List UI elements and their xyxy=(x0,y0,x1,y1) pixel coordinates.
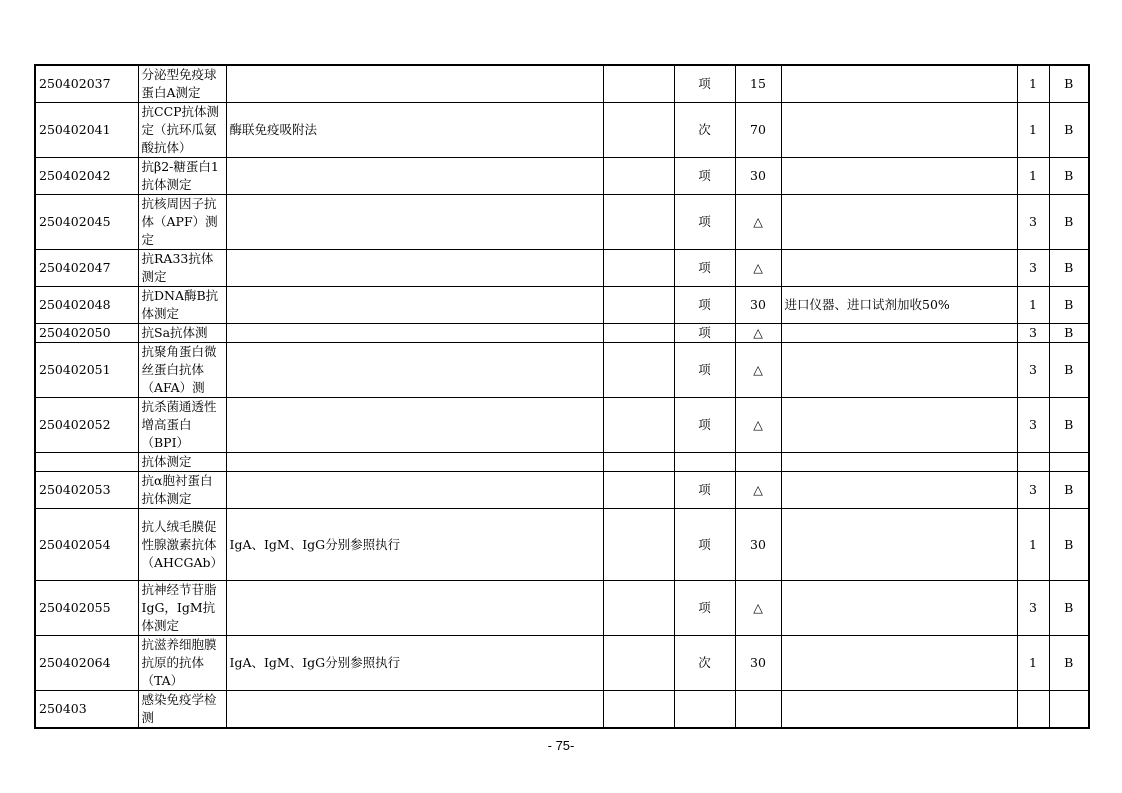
table-row xyxy=(35,472,1089,509)
item-name: 抗CCP抗体测定（抗环瓜氨酸抗体） xyxy=(138,103,226,158)
item-exclusions xyxy=(603,287,674,324)
item-code: 250402055 xyxy=(35,581,138,636)
item-unit xyxy=(674,691,735,729)
item-price xyxy=(735,691,781,729)
item-level: 1 xyxy=(1017,287,1049,324)
item-category xyxy=(1049,453,1089,472)
item-note: 进口仪器、进口试剂加收50% xyxy=(781,287,1017,324)
item-price: △ xyxy=(735,343,781,398)
item-code: 250402047 xyxy=(35,250,138,287)
item-exclusions xyxy=(603,636,674,691)
item-name: 抗聚角蛋白微丝蛋白抗体（AFA）测 xyxy=(138,343,226,398)
item-code: 250402053 xyxy=(35,472,138,509)
item-price: 30 xyxy=(735,509,781,581)
item-exclusions xyxy=(603,103,674,158)
page-number: - 75- xyxy=(547,738,575,753)
item-note xyxy=(781,509,1017,581)
item-category: B xyxy=(1049,287,1089,324)
item-content xyxy=(226,581,603,636)
item-level: 3 xyxy=(1017,472,1049,509)
fee-table xyxy=(34,64,1090,729)
item-level: 1 xyxy=(1017,158,1049,195)
item-price: 70 xyxy=(735,103,781,158)
item-name: 抗DNA酶B抗体测定 xyxy=(138,287,226,324)
item-price: 15 xyxy=(735,65,781,103)
item-level: 1 xyxy=(1017,636,1049,691)
item-exclusions xyxy=(603,158,674,195)
table-row xyxy=(35,453,1089,472)
item-content xyxy=(226,195,603,250)
item-content: IgA、IgM、IgG分别参照执行 xyxy=(226,509,603,581)
item-note xyxy=(781,398,1017,453)
item-level: 1 xyxy=(1017,103,1049,158)
item-name: 抗人绒毛膜促性腺激素抗体（AHCGAb） xyxy=(138,509,226,581)
item-price: △ xyxy=(735,250,781,287)
item-exclusions xyxy=(603,509,674,581)
table-row xyxy=(35,636,1089,691)
table-row xyxy=(35,250,1089,287)
item-price: △ xyxy=(735,581,781,636)
item-name: 抗RA33抗体测定 xyxy=(138,250,226,287)
item-code: 250402050 xyxy=(35,324,138,343)
item-price: 30 xyxy=(735,287,781,324)
item-note xyxy=(781,195,1017,250)
item-level xyxy=(1017,691,1049,729)
item-code: 250402045 xyxy=(35,195,138,250)
item-note xyxy=(781,691,1017,729)
item-name: 抗Sa抗体测 xyxy=(138,324,226,343)
item-content xyxy=(226,398,603,453)
item-unit xyxy=(674,453,735,472)
item-category: B xyxy=(1049,509,1089,581)
item-price: △ xyxy=(735,324,781,343)
item-code: 250402051 xyxy=(35,343,138,398)
item-unit: 项 xyxy=(674,343,735,398)
item-unit: 项 xyxy=(674,398,735,453)
item-category: B xyxy=(1049,472,1089,509)
item-content xyxy=(226,158,603,195)
item-name: 抗滋养细胞膜抗原的抗体（TA） xyxy=(138,636,226,691)
item-code: 250403 xyxy=(35,691,138,729)
item-category: B xyxy=(1049,65,1089,103)
item-note xyxy=(781,324,1017,343)
item-unit: 次 xyxy=(674,103,735,158)
item-unit: 项 xyxy=(674,250,735,287)
item-unit: 项 xyxy=(674,287,735,324)
item-content xyxy=(226,287,603,324)
item-name: 抗核周因子抗体（APF）测定 xyxy=(138,195,226,250)
item-category: B xyxy=(1049,103,1089,158)
item-price: 30 xyxy=(735,636,781,691)
item-unit: 项 xyxy=(674,195,735,250)
item-category: B xyxy=(1049,581,1089,636)
item-exclusions xyxy=(603,195,674,250)
item-price: △ xyxy=(735,195,781,250)
item-content xyxy=(226,453,603,472)
item-code xyxy=(35,453,138,472)
item-unit: 项 xyxy=(674,581,735,636)
item-price: △ xyxy=(735,472,781,509)
item-code: 250402037 xyxy=(35,65,138,103)
item-name: 抗β2-糖蛋白1抗体测定 xyxy=(138,158,226,195)
table-row xyxy=(35,343,1089,398)
item-level: 1 xyxy=(1017,509,1049,581)
item-content: IgA、IgM、IgG分别参照执行 xyxy=(226,636,603,691)
item-exclusions xyxy=(603,65,674,103)
item-note xyxy=(781,158,1017,195)
item-category: B xyxy=(1049,343,1089,398)
table-row xyxy=(35,691,1089,729)
item-name: 抗α胞衬蛋白抗体测定 xyxy=(138,472,226,509)
table-row xyxy=(35,324,1089,343)
item-exclusions xyxy=(603,324,674,343)
item-content xyxy=(226,472,603,509)
item-content: 酶联免疫吸附法 xyxy=(226,103,603,158)
item-price xyxy=(735,453,781,472)
item-exclusions xyxy=(603,250,674,287)
item-unit: 项 xyxy=(674,324,735,343)
item-category: B xyxy=(1049,158,1089,195)
item-note xyxy=(781,103,1017,158)
item-content xyxy=(226,250,603,287)
table-row xyxy=(35,398,1089,453)
table-row xyxy=(35,65,1089,103)
table-row xyxy=(35,158,1089,195)
item-name: 分泌型免疫球蛋白A测定 xyxy=(138,65,226,103)
table-row xyxy=(35,509,1089,581)
item-content xyxy=(226,343,603,398)
item-code: 250402064 xyxy=(35,636,138,691)
item-category: B xyxy=(1049,250,1089,287)
item-code: 250402048 xyxy=(35,287,138,324)
item-note xyxy=(781,65,1017,103)
item-unit: 项 xyxy=(674,472,735,509)
item-level: 3 xyxy=(1017,398,1049,453)
table-row xyxy=(35,195,1089,250)
item-content xyxy=(226,324,603,343)
item-content xyxy=(226,65,603,103)
item-exclusions xyxy=(603,453,674,472)
item-name: 感染免疫学检测 xyxy=(138,691,226,729)
item-unit: 项 xyxy=(674,65,735,103)
item-exclusions xyxy=(603,472,674,509)
item-level: 3 xyxy=(1017,195,1049,250)
table-row xyxy=(35,103,1089,158)
item-note xyxy=(781,343,1017,398)
item-exclusions xyxy=(603,398,674,453)
item-code: 250402054 xyxy=(35,509,138,581)
item-exclusions xyxy=(603,343,674,398)
item-price: △ xyxy=(735,398,781,453)
item-note xyxy=(781,250,1017,287)
item-level: 3 xyxy=(1017,250,1049,287)
table-row xyxy=(35,581,1089,636)
item-code: 250402041 xyxy=(35,103,138,158)
item-category: B xyxy=(1049,398,1089,453)
item-name: 抗体测定 xyxy=(138,453,226,472)
item-note xyxy=(781,636,1017,691)
item-category: B xyxy=(1049,636,1089,691)
item-note xyxy=(781,581,1017,636)
item-unit: 项 xyxy=(674,158,735,195)
item-level: 3 xyxy=(1017,324,1049,343)
item-content xyxy=(226,691,603,729)
item-category: B xyxy=(1049,195,1089,250)
item-category: B xyxy=(1049,324,1089,343)
item-name: 抗杀菌通透性增高蛋白（BPI） xyxy=(138,398,226,453)
item-note xyxy=(781,453,1017,472)
item-level: 1 xyxy=(1017,65,1049,103)
item-exclusions xyxy=(603,691,674,729)
item-level: 3 xyxy=(1017,343,1049,398)
item-code: 250402042 xyxy=(35,158,138,195)
item-category xyxy=(1049,691,1089,729)
item-unit: 项 xyxy=(674,509,735,581)
item-code: 250402052 xyxy=(35,398,138,453)
item-level xyxy=(1017,453,1049,472)
item-price: 30 xyxy=(735,158,781,195)
item-unit: 次 xyxy=(674,636,735,691)
item-exclusions xyxy=(603,581,674,636)
item-note xyxy=(781,472,1017,509)
item-level: 3 xyxy=(1017,581,1049,636)
table-row xyxy=(35,287,1089,324)
item-name: 抗神经节苷脂IgG，IgM抗体测定 xyxy=(138,581,226,636)
